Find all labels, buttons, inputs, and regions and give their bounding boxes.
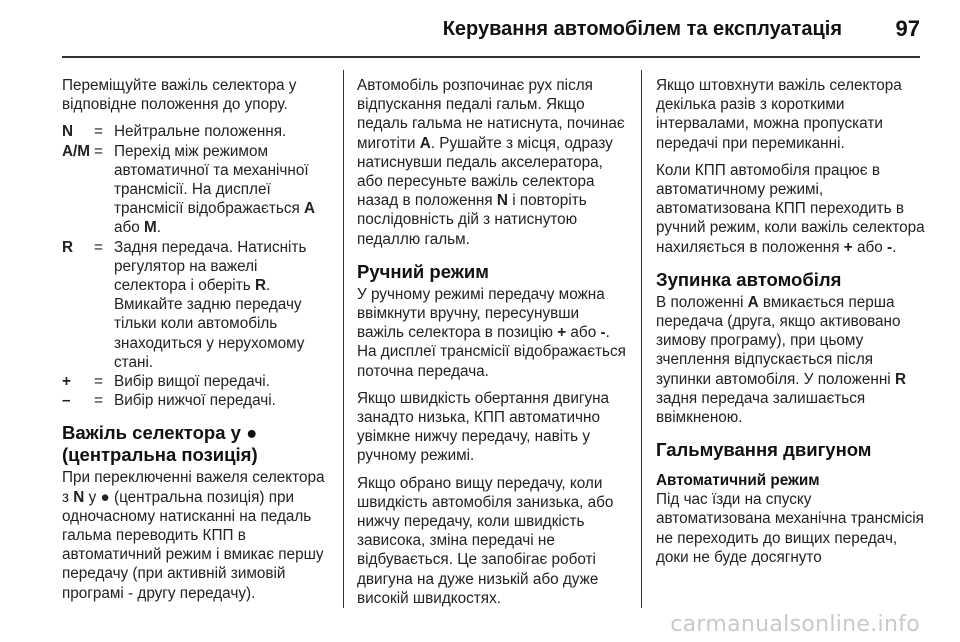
engine-braking-paragraph: Під час їзди на спуску автоматизована механічна трансмісія не переходить до вищих передач, доки не буде досягнуто xyxy=(656,491,924,566)
column-3 xyxy=(656,76,926,575)
def-bold-m: M xyxy=(144,219,157,237)
intro-paragraph: Переміщуйте важіль селектора у відповідне положення до упору. xyxy=(62,77,297,114)
def-equals: = xyxy=(94,392,103,410)
low-rpm-paragraph: Якщо швидкість обертання двигуна занадто низька, КПП автоматично увімкне нижчу передачу, навіть у ручному режимі. xyxy=(357,389,610,465)
header-rule xyxy=(62,56,920,58)
para-text: . На дисплеї трансмісії відображається поточна передача. xyxy=(357,324,626,380)
para-bold-minus: - xyxy=(886,238,893,256)
para-bold-plus: + xyxy=(843,238,853,256)
def-key: A/M xyxy=(62,142,91,160)
para-text: Коли КПП автомобіля працює в автоматичному режимі, автоматизована КПП переходить в ручний режим, коли важіль селектора нахиляється в положення xyxy=(656,161,925,256)
para-text: . Рушайте з місця, одразу натиснувши педаль акселератора, або пересуньте важіль селектора назад в положення xyxy=(357,134,613,210)
def-row-am xyxy=(62,142,332,238)
def-text-part: Задня передача. Натисніть регулятор на важелі селектора і оберіть xyxy=(114,238,307,295)
column-1 xyxy=(62,76,332,611)
def-equals: = xyxy=(94,373,103,391)
para-bold-minus: - xyxy=(600,324,606,342)
def-key: + xyxy=(62,373,71,391)
def-row-plus xyxy=(62,372,332,391)
heading-text: (центральна позиція) xyxy=(62,444,258,466)
start-driving-paragraph xyxy=(357,76,629,249)
def-text-part: . Вмикайте задню передачу тільки коли автомобіль знаходиться у нерухомому стані. xyxy=(114,277,305,371)
header-title: Керування автомобілем та експлуатація xyxy=(442,18,842,40)
para-text: задня передача залишається ввімкненою. xyxy=(656,389,866,427)
def-text xyxy=(114,238,332,372)
para-bold-r: R xyxy=(894,370,906,388)
def-equals: = xyxy=(94,142,103,160)
dot-symbol-icon: ● xyxy=(246,422,258,444)
para-text: При переключенні важеля селектора з xyxy=(62,469,325,506)
manual-mode-paragraph xyxy=(357,285,629,381)
para-bold-n: N xyxy=(496,192,508,210)
def-equals: = xyxy=(94,238,103,256)
gear-change-paragraph: Якщо обрано вищу передачу, коли швидкість автомобіля занизька, або нижчу передачу, коли швидкість зависока, зміна передачі не відбувається. Це запобігає роботі двигуна на дуже низькій або дуже високій швидкостях. xyxy=(357,474,614,607)
subheading-automatic-mode: Автоматичний режим xyxy=(656,472,820,490)
center-position-paragraph xyxy=(62,468,332,602)
para-text: У ручному режимі передачу можна ввімкнути вручну, пересунувши важіль селектора в позицію xyxy=(357,285,605,342)
skip-gears-paragraph: Якщо штовхнути важіль селектора декілька разів з короткими інтервалами, можна пропускати передачі при перемиканні. xyxy=(656,77,902,152)
def-key: – xyxy=(62,392,71,410)
def-bold-a: A xyxy=(304,200,316,218)
para-text: (центральна позиція) при одночасному натисканні на педаль гальма переводить КПП в автоматичний режим і вмикає першу передачу (при активній зимовій програмі - другу передачу). xyxy=(62,488,324,602)
dot-symbol-icon: ● xyxy=(100,488,110,506)
def-row-r xyxy=(62,238,332,372)
para-text: Автомобіль розпочинає рух після відпускання педалі гальм. Якщо педаль гальма не натиснута, починає миготіти xyxy=(357,77,625,152)
column-divider-1 xyxy=(343,70,344,608)
def-text-part: або xyxy=(114,219,145,237)
para-text: або xyxy=(852,238,887,256)
auto-to-manual-paragraph xyxy=(656,161,926,257)
para-bold-a: A xyxy=(747,293,759,311)
section-heading-engine-braking: Гальмування двигуном xyxy=(656,439,872,461)
page-number: 97 xyxy=(895,16,920,41)
para-bold-a: A xyxy=(419,134,431,152)
para-text: вмикається перша передача (друга, якщо активовано зимову програму), при цьому зчеплення відпускається після зупинки автомобіля. У положенні xyxy=(656,293,901,388)
section-heading-stopping: Зупинка автомобіля xyxy=(656,268,842,290)
selector-positions-list xyxy=(62,122,332,410)
para-text: . xyxy=(892,238,897,256)
def-row-minus xyxy=(62,391,332,410)
para-bold-n: N xyxy=(73,488,85,506)
watermark: carmanualsonline.info xyxy=(670,612,920,637)
stopping-paragraph xyxy=(656,293,926,427)
para-text: або xyxy=(566,324,601,342)
para-text: і повторіть послідовність дій з натиснутою педаллю гальм. xyxy=(357,192,587,248)
heading-text: Важіль селектора у xyxy=(62,422,247,444)
def-equals: = xyxy=(94,123,103,141)
def-text-part: Перехід між режимом автоматичної та механічної трансмісії. На дисплеї трансмісії відображається xyxy=(114,142,309,218)
para-text: В положенні xyxy=(656,293,748,311)
para-text: у xyxy=(84,488,101,506)
def-text: Вибір нижчої передачі. xyxy=(114,392,276,410)
def-key: N xyxy=(62,123,74,141)
page-header xyxy=(0,0,960,58)
section-heading-center-position xyxy=(62,422,332,466)
section-heading-manual-mode: Ручний режим xyxy=(357,260,489,282)
def-bold-r: R xyxy=(254,277,266,295)
para-bold-plus: + xyxy=(557,324,567,342)
column-divider-2 xyxy=(641,70,642,608)
def-text-part: . xyxy=(156,219,162,237)
def-text: Вибір вищої передачі. xyxy=(114,373,270,391)
def-row-n xyxy=(62,122,332,141)
def-text: Нейтральне положення. xyxy=(114,123,287,141)
def-text xyxy=(114,142,332,238)
column-2 xyxy=(357,76,629,616)
def-key: R xyxy=(62,238,74,256)
